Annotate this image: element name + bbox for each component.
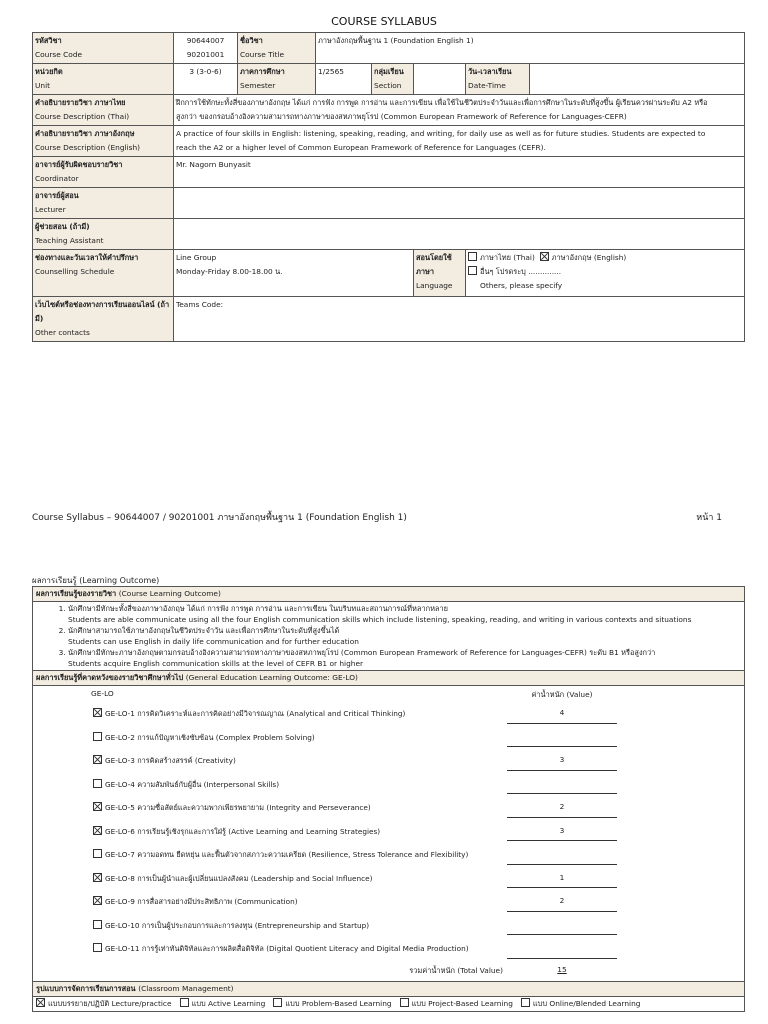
ge-lo-checkbox[interactable] [93,849,102,858]
ge-lo-label: GE-LO-11 การรู้เท่าทันดิจิทัลและการผลิตสื่อดิจิทัล (Digital Quotient Literacy and Digital Media Production) [105,944,469,953]
language-options: ภาษาไทย (Thai) ภาษาอังกฤษ (English) [468,251,742,265]
ge-lo-row [33,773,744,797]
ge-lo-header: ผลการเรียนรู้ที่คาดหวังของรายวิชาศึกษาทั่วไป (General Education Learning Outcome: GE-LO) [33,671,745,686]
value-line [507,793,617,794]
section-value [414,64,466,95]
section-label: กลุ่มเรียน [374,67,404,76]
value-line [507,911,617,912]
coordinator-label: อาจารย์ผู้รับผิดชอบรายวิชา [35,160,123,169]
ge-lo-row [33,937,744,961]
classroom-management-header: รูปแบบการจัดการเรียนการสอน (Classroom Management) [33,981,745,996]
ge-lo-list [33,702,744,961]
classroom-option-checkbox[interactable] [400,998,409,1007]
ge-lo-label: GE-LO-1 การคิดวิเคราะห์และการคิดอย่างมีวิจารณญาณ (Analytical and Critical Thinking) [105,709,406,718]
ge-lo-checkbox[interactable] [93,873,102,882]
page-footer [32,510,722,524]
page-number: หน้า 1 [696,513,722,523]
other-contacts-value: Teams Code: [174,297,745,342]
desc-thai-label: คำอธิบายรายวิชา ภาษาไทย [35,98,126,107]
ge-lo-label: GE-LO-6 การเรียนรู้เชิงรุกและการใฝ่รู้ (Active Learning and Learning Strategies) [105,826,381,836]
desc-english-line1: A practice of four skills in English: listening, speaking, reading, and writing, for daily use as well as for future studies. Students are expected to [176,129,706,138]
desc-thai-line2: สูงกว่า ของกรอบอ้างอิงความสามารถทางภาษาของสหภาพยุโรป (Common European Framework of Reference for Languages-CEFR) [176,112,627,121]
ge-lo-label: GE-LO-9 การสื่อสารอย่างมีประสิทธิภาพ (Communication) [105,897,298,906]
total-value: 15 [557,964,567,974]
value-line [507,723,617,724]
datetime-label: วัน-เวลาเรียน [468,67,512,76]
classroom-option-checkbox[interactable] [273,998,282,1007]
other-contacts-label: เว็บไซต์หรือช่องทางการเรียนออนไลน์ (ถ้ามี) [35,300,170,323]
course-code-label: รหัสวิชา [35,36,62,45]
desc-thai-line1: ฝึกการใช้ทักษะทั้งสี่ของภาษาอังกฤษ ได้แก่ การฟัง การพูด การอ่าน และการเขียน เพื่อใช้ในชีวิตประจำวันและเพื่อการศึกษาในระดับที่สูงขึ้น ผู้เรียนควรผ่านระดับ A2 หรือ [176,98,708,107]
language-label: สอนโดยใช้ภาษา [416,253,452,276]
lecturer-value [174,188,745,219]
ge-lo-value: 3 [559,755,565,764]
ge-lo-value: 1 [559,872,565,882]
ge-lo-checkbox[interactable] [93,732,102,741]
ge-lo-label: GE-LO-7 ความอดทน ยืดหยุ่น และฟื้นตัวจากสภาวะความเครียด (Resilience, Stress Tolerance and Flexibility) [105,850,469,859]
counselling-line2: Monday-Friday 8.00-18.00 น. [176,267,283,276]
footer-text: Course Syllabus – 90644007 / 90201001 ภาษาอังกฤษพื้นฐาน 1 (Foundation English 1) [32,513,407,523]
classroom-option: แบบ Project-Based Learning [400,999,513,1008]
ge-lo-row [33,867,744,891]
coordinator-value: Mr. Nagorn Bunyasit [174,157,745,188]
datetime-value [530,64,745,95]
counselling-label: ช่องทางและวันเวลาให้คำปรึกษา [35,253,139,262]
ge-lo-checkbox[interactable] [93,896,102,905]
ge-lo-checkbox[interactable] [93,708,102,717]
ge-lo-row [33,726,744,750]
value-line [507,887,617,888]
value-line [507,770,617,771]
ge-lo-row [33,843,744,867]
lecturer-label: อาจารย์ผู้สอน [35,191,79,200]
ge-lo-row [33,820,744,844]
ge-lo-value: 2 [559,896,565,905]
learning-outcome-title: ผลการเรียนรู้ (Learning Outcome) [32,576,160,585]
value-line [507,864,617,865]
ge-lo-checkbox[interactable] [93,779,102,788]
ge-lo-checkbox[interactable] [93,802,102,811]
classroom-option: แบบ Active Learning [180,999,266,1008]
other-language-checkbox[interactable] [468,266,477,275]
learning-outcome-table [32,586,745,1012]
value-line [507,746,617,747]
ge-lo-checkbox[interactable] [93,755,102,764]
ta-value [174,219,745,250]
ge-lo-checkbox[interactable] [93,920,102,929]
list-item: 2. นักศึกษาสามารถใช้ภาษาอังกฤษในชีวิตประจำวัน และเพื่อการศึกษาในระดับที่สูงขึ้นได้ Students can use English in daily life communication and for further education [68,625,741,647]
ge-lo-label: GE-LO-8 การเป็นผู้นำและผู้เปลี่ยนแปลงสังคม (Leadership and Social Influence) [105,873,373,883]
ge-lo-value: 2 [559,802,565,811]
ge-lo-row [33,890,744,914]
classroom-option-checkbox[interactable] [180,998,189,1007]
semester-label: ภาคการศึกษา [240,67,285,76]
value-line [507,958,617,959]
value-column-header: ค่าน้ำหนัก (Value) [531,690,593,699]
course-title-label: ชื่อวิชา [240,36,263,45]
value-line [507,817,617,818]
syllabus-title: COURSE SYLLABUS [331,15,437,28]
ge-lo-label: GE-LO-4 ความสัมพันธ์กับผู้อื่น (Interpersonal Skills) [105,779,280,789]
unit-label: หน่วยกิต [35,67,63,76]
total-value-label: รวมค่าน้ำหนัก (Total Value) [409,965,503,975]
ge-lo-label: GE-LO-2 การแก้ปัญหาเชิงซับซ้อน (Complex Problem Solving) [105,732,315,742]
thai-checkbox[interactable] [468,252,477,261]
ge-lo-label: GE-LO-5 ความซื่อสัตย์และความพากเพียรพยายาม (Integrity and Perseverance) [105,803,371,812]
course-lo-list [36,603,741,669]
classroom-management-options [33,996,745,1011]
ge-lo-label: GE-LO-3 การคิดสร้างสรรค์ (Creativity) [105,756,236,765]
course-title-value: ภาษาอังกฤษพื้นฐาน 1 (Foundation English 1) [316,33,745,64]
course-lo-header: ผลการเรียนรู้ของรายวิชา (Course Learning Outcome) [33,587,745,602]
ge-lo-value: 4 [559,708,565,717]
ge-lo-row [33,749,744,773]
list-item: 3. นักศึกษามีทักษะภาษาอังกฤษตามกรอบอ้างอิงความสามารถทางภาษาของสหภาพยุโรป (Common European Framework of Reference for Languages-CEFR) ระดับ B1 หรือสูงกว่า Students acquire English communication skills at the level of CEFR B1 or higher [68,647,741,669]
value-line [507,840,617,841]
ge-lo-row [33,914,744,938]
ge-lo-row [33,702,744,726]
course-code-2: 90201001 [186,50,225,59]
ge-lo-checkbox[interactable] [93,826,102,835]
semester-value: 1/2565 [316,64,372,95]
desc-english-label: คำอธิบายรายวิชา ภาษาอังกฤษ [35,129,135,138]
ge-lo-label: GE-LO-10 การเป็นผู้ประกอบการและการลงทุน (Entrepreneurship and Startup) [105,920,370,930]
english-checkbox[interactable] [540,252,549,261]
ge-lo-value: 3 [559,825,565,835]
counselling-line1: Line Group [176,253,217,262]
ge-lo-column-header: GE-LO [91,689,114,698]
classroom-option: แบบ Problem-Based Learning [273,999,391,1008]
desc-english-line2: reach the A2 or a higher level of Common European Framework of Reference for Languages (CEFR). [176,143,546,152]
classroom-option-checkbox[interactable] [36,998,45,1007]
unit-value: 3 (3-0-6) [174,64,238,95]
classroom-option: แบบบรรยาย/ปฏิบัติ Lecture/practice [36,999,172,1008]
ta-label: ผู้ช่วยสอน (ถ้ามี) [35,222,90,231]
ge-lo-row [33,796,744,820]
course-info-table: รหัสวิชา Course Code 90644007 90201001 ชื่อวิชา Course Title ภาษาอังกฤษพื้นฐาน 1 (Foundation English 1) หน่วยกิต Unit 3 (3-0-6) ภาคการศึกษา Semester 1/2565 กลุ่มเรียน Section วัน-เวลาเรียน Date-Time คำอธิบายรายวิชา ภาษาไทย Course Description (Thai) ฝึกการใช้ทักษะทั้งสี่ของภาษาอังกฤษ ได้แก่ การฟัง การพูด การอ่าน และการเขียน เพื่อใช้ในชีวิตประจำวันและเพื่อการศึกษาในระดับที่สูงขึ้น ผู้เรียนควรผ่านระดับ A2 หรือ สูงกว่า ของกรอบอ้างอิงความสามารถทางภาษาของสหภาพยุโรป (Common European Framework of Reference for Languages-CEFR) คำอธิบายรายวิชา ภาษาอังกฤษ Course Description (English) A practice of four skills in English: listening, speaking, reading, and writing, for daily use as well as for future studies. Students are expected to reach the A2 or a higher level of Common European Framework of Reference for Languages (CEFR). อาจารย์ผู้รับผิดชอบรายวิชา Coordinator Mr. Nagorn Bunyasit อาจารย์ผู้สอน Lecturer ผู้ช่วยสอน (ถ้ามี) Teaching Assistant ช่องทางและวันเวลาให้คำปรึกษา Counselling Schedule Line Group Monday-Friday 8.00-18.00 น. สอนโดยใช้ภาษา Language ภาษาไทย (Thai) ภาษาอังกฤษ (English) อื่นๆ โปรดระบุ .............. Others, please specify เว็บไซต์หรือช่องทางการเรียนออนไลน์ (ถ้ามี) Other contacts Teams Code: [32,32,745,342]
ge-lo-checkbox[interactable] [93,943,102,952]
value-line [507,934,617,935]
course-code-1: 90644007 [186,36,225,45]
classroom-option-checkbox[interactable] [521,998,530,1007]
classroom-option: แบบ Online/Blended Learning [521,999,641,1008]
other-language-hint: Others, please specify [480,281,563,290]
list-item: 1. นักศึกษามีทักษะทั้งสี่ของภาษาอังกฤษ ได้แก่ การฟัง การพูด การอ่าน และการเขียน ในบริบทและสถานการณ์ที่หลากหลาย Students are able communicate using all the four English communication skills which include listening, speaking, reading, and writing in various contexts and situations [68,603,741,625]
